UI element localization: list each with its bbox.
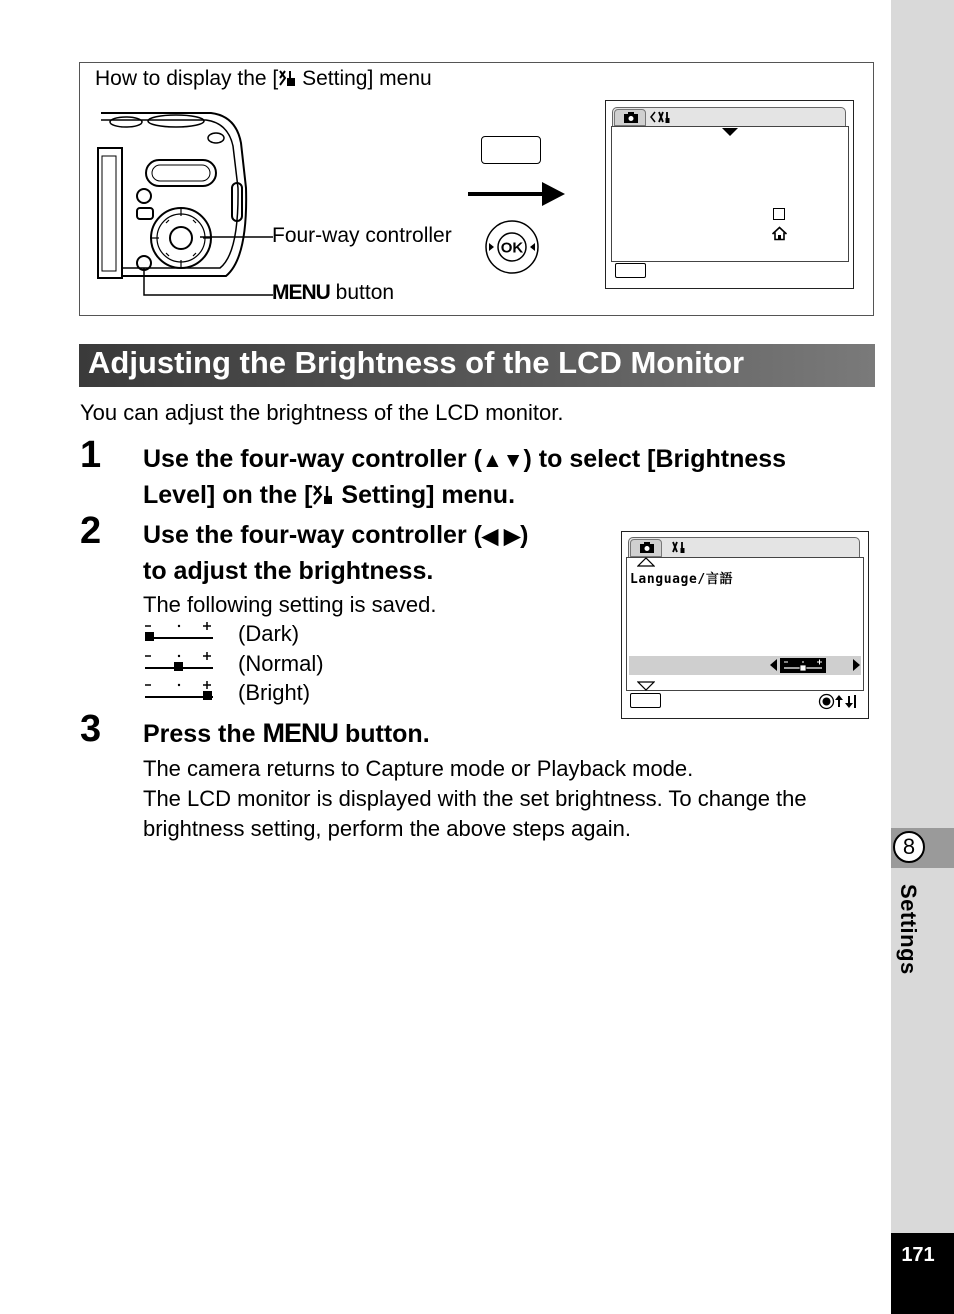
step-2-number: 2: [80, 510, 102, 552]
brightness-level-row: [629, 656, 861, 675]
howto-title: How to display the [ Setting] menu: [95, 67, 432, 90]
tab-strip: [628, 537, 860, 558]
triangle-down-icon: [637, 681, 655, 691]
brightness-slider-icon: [780, 658, 826, 673]
wrench-setting-icon: [278, 69, 296, 87]
page-number: 171: [901, 1244, 935, 1266]
wrench-setting-icon: [312, 484, 334, 506]
step-3-paragraph-2-line-2: brightness setting, perform the above steps again.: [143, 816, 631, 841]
option-dark: (Dark): [238, 621, 300, 646]
language-menu-item: Language/言語: [630, 572, 734, 587]
wrench-setting-icon: [671, 540, 687, 555]
menu-key-icon: [481, 136, 541, 164]
menu-list-area: [611, 126, 849, 262]
brightness-bright-icon: [143, 681, 215, 703]
step-3-paragraph-1: The camera returns to Capture mode or Playback mode.: [143, 756, 694, 781]
camera-icon: [639, 541, 655, 554]
menu-button-label: MENU button: [272, 281, 395, 304]
chapter-number: 8: [893, 831, 925, 863]
triangle-up-icon: [637, 557, 655, 567]
step-2-text: Use the four-way controller (◀ ▶) to adjust the brightness.: [143, 521, 529, 585]
step-1-number: 1: [80, 434, 102, 476]
step-3-text: Press the MENU button.: [143, 718, 430, 748]
ok-confirm-icon: [818, 693, 860, 710]
arrow-left-right-icon: ◀ ▶: [481, 525, 521, 548]
option-normal: (Normal): [238, 651, 324, 676]
step-3-number: 3: [80, 708, 102, 750]
svg-text:OK: OK: [500, 239, 524, 257]
arrow-right-icon: [468, 180, 568, 208]
menu-key-small-icon: [630, 693, 661, 708]
tab-strip: [612, 107, 846, 127]
step-1-text: Use the four-way controller (▲▼) to select [Brightness Level] on the [ Setting] menu.: [143, 445, 787, 509]
triangle-down-icon: [722, 128, 738, 137]
leader-lines: [140, 230, 280, 300]
triangle-right-icon: [852, 659, 860, 671]
four-way-controller-label: Four-way controller: [272, 224, 452, 247]
step-3-paragraph-2-line-1: The LCD monitor is displayed with the set brightness. To change the: [143, 786, 807, 811]
chapter-label: Settings: [896, 884, 921, 975]
option-bright: (Bright): [238, 680, 311, 705]
wrench-setting-icon: [650, 110, 672, 125]
triangle-left-icon: [770, 659, 778, 671]
menu-key-small-icon: [615, 263, 646, 278]
checkbox-square-icon: [773, 208, 785, 220]
brightness-normal-icon: [143, 652, 215, 674]
brightness-dark-icon: [143, 622, 215, 644]
saved-note: The following setting is saved.: [143, 592, 437, 617]
camera-icon: [623, 111, 639, 124]
home-icon: [771, 226, 788, 241]
chapter-sidebar: [891, 0, 954, 1314]
intro-text: You can adjust the brightness of the LCD monitor.: [80, 400, 564, 425]
ok-controller-icon: [483, 218, 541, 276]
arrow-up-down-icon: ▲▼: [481, 449, 524, 472]
section-title: Adjusting the Brightness of the LCD Monitor: [88, 345, 745, 380]
